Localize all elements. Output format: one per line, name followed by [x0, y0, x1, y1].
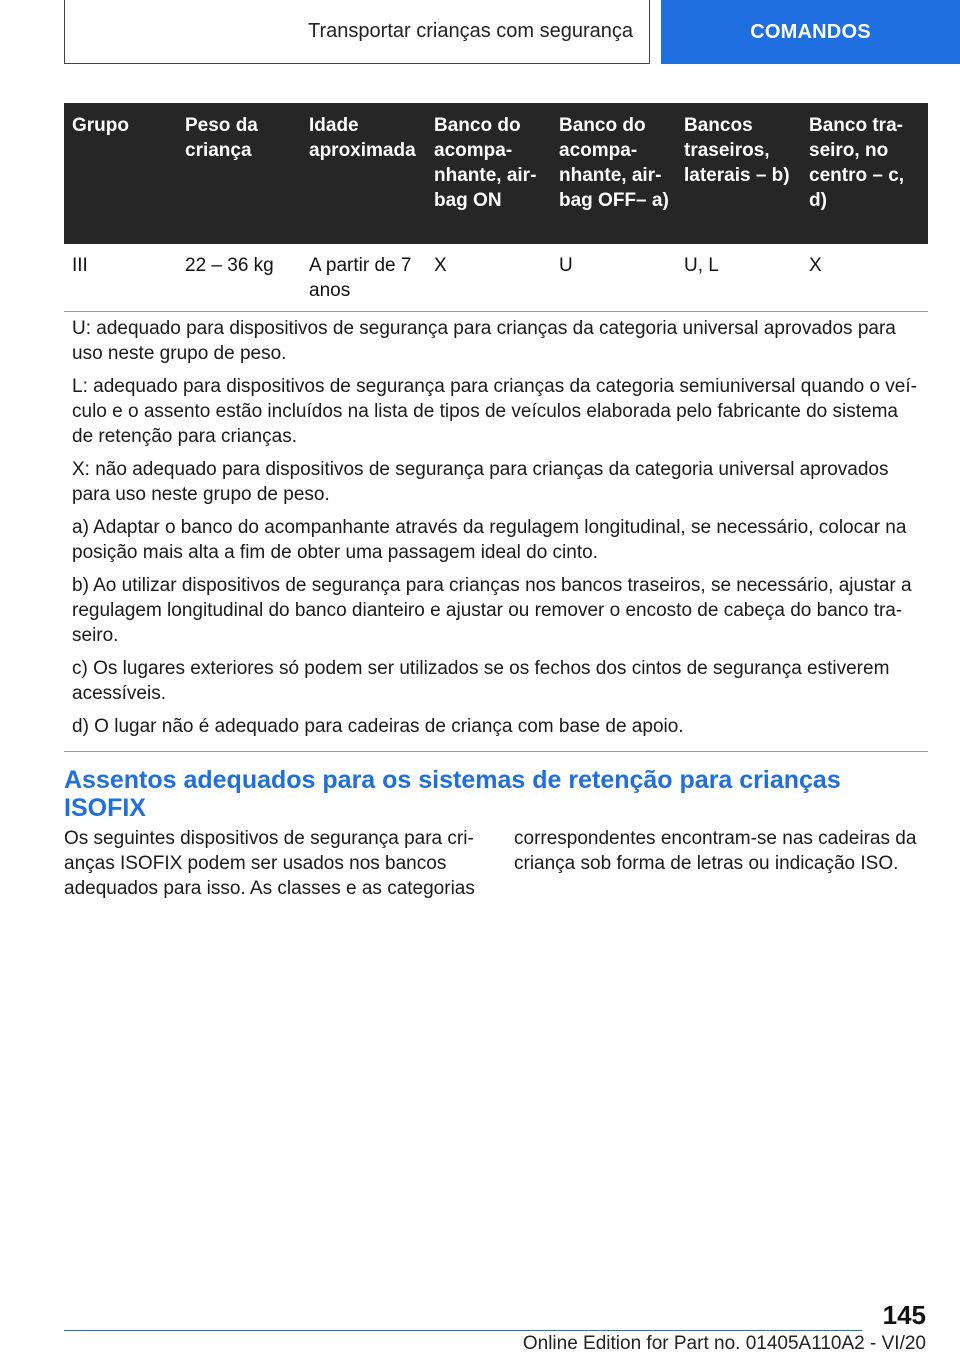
page-number: 145 [882, 1300, 926, 1330]
body-columns [64, 826, 928, 901]
body-column-right: correspondentes encontram-se nas cadeiras da criança sob forma de letras ou indicação ISO. [514, 828, 917, 874]
header-rear-outer-seats: Bancos traseiros, laterais – b) [676, 103, 801, 244]
cell-weight: 22 – 36 kg [177, 244, 301, 312]
table-header-row [64, 103, 928, 244]
header-passenger-airbag-off: Banco do acompanhante, airbag OFF– a) [551, 103, 676, 244]
section-heading: Assentos adequados para os sistemas de retenção para crianças ISOFIX [64, 766, 841, 822]
note-d: d) O lugar não é adequado para cadeiras de criança com base de apoio. [72, 716, 684, 737]
chapter-title: Transportar crianças com segurança [64, 0, 650, 64]
note-a: a) Adaptar o banco do acompanhante através da regulagem longitudinal, se necessário, colocar na posição mais alta a fim de obter uma passagem ideal do cinto. [72, 517, 907, 563]
note-b: b) Ao utilizar dispositivos de segurança para crianças nos bancos traseiros, se necessário, ajustar a regulagem longitudinal do banco dianteiro e ajustar ou remover o encosto de cabeça do banco traseiro. [72, 575, 912, 646]
header-group: Grupo [64, 103, 177, 244]
cell-airbag-on: X [426, 244, 551, 312]
child-seat-table [64, 103, 928, 312]
note-u: U: adequado para dispositivos de segurança para crianças da categoria universal aprovados para uso neste grupo de peso. [72, 318, 896, 364]
cell-rear-center: X [801, 244, 928, 312]
table-legend-notes [64, 306, 928, 752]
header-approx-age: Idade aproximada [301, 103, 426, 244]
header-rear-center-seat: Banco traseiro, no centro – c, d) [801, 103, 928, 244]
section-tab[interactable]: COMANDOS [661, 0, 960, 64]
footer-edition: Online Edition for Part no. 01405A110A2 - VI/20 [522, 1333, 926, 1354]
footer-divider [64, 1330, 862, 1331]
note-c: c) Os lugares exteriores só podem ser utilizados se os fechos dos cintos de segurança estiverem acessíveis. [72, 658, 890, 704]
table-row [64, 244, 928, 312]
note-l: L: adequado para dispositivos de segurança para crianças da categoria semiuniversal quando o veículo e o assento estão incluídos na lista de tipos de veículos elaborada pelo fabricante do sistema de retenção para crianças. [72, 376, 917, 447]
cell-group: III [64, 244, 177, 312]
cell-rear-outer: U, L [676, 244, 801, 312]
header-child-weight: Peso da criança [177, 103, 301, 244]
cell-age: A partir de 7 anos [301, 244, 426, 312]
note-x: X: não adequado para dispositivos de segurança para crianças da categoria universal aprovados para uso neste grupo de peso. [72, 459, 889, 505]
cell-airbag-off: U [551, 244, 676, 312]
page-header [0, 0, 960, 66]
body-column-left: Os seguintes dispositivos de segurança para crianças ISOFIX podem ser usados nos bancos adequados para isso. As classes e as categorias [64, 828, 475, 899]
header-passenger-airbag-on: Banco do acompanhante, airbag ON [426, 103, 551, 244]
